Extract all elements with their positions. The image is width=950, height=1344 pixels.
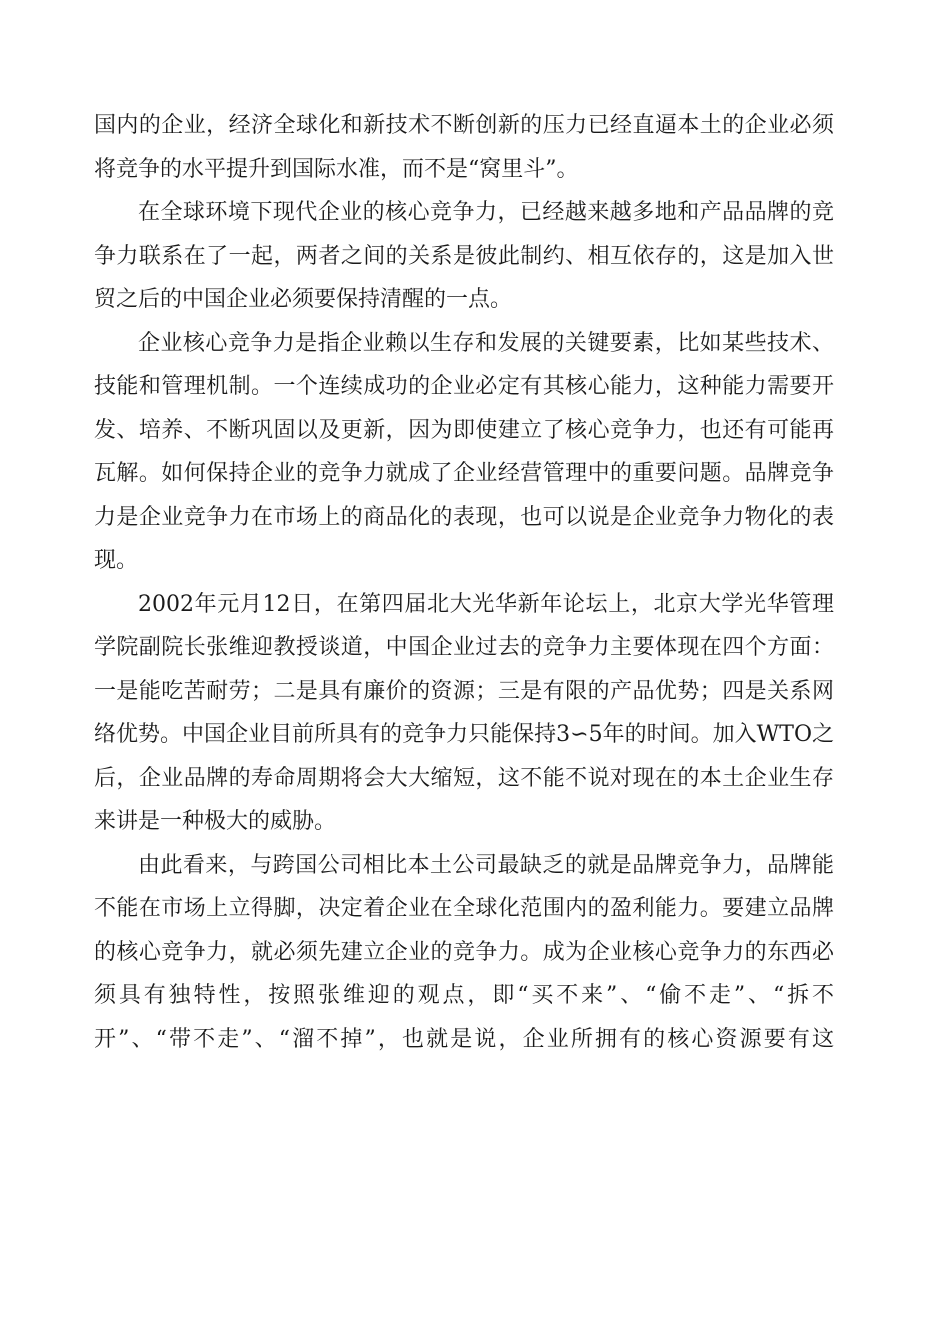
text-line: 由此看来，与跨国公司相比本土公司最缺乏的就是品牌竞争力，品牌能 <box>138 852 834 878</box>
paragraph <box>94 844 834 1062</box>
text-line: 争力联系在了一起，两者之间的关系是彼此制约、相互依存的，这是加入世 <box>94 243 834 269</box>
text-line: 将竞争的水平提升到国际水准，而不是“窝里斗”。 <box>94 156 579 182</box>
text-line: 企业核心竞争力是指企业赖以生存和发展的关键要素，比如某些技术、 <box>138 330 834 356</box>
paragraph <box>94 322 834 583</box>
text-line: 在全球环境下现代企业的核心竞争力，已经越来越多地和产品品牌的竞 <box>138 200 834 225</box>
document-body <box>94 104 834 1061</box>
paragraph <box>94 104 834 191</box>
text-line: 发、培养、不断巩固以及更新，因为即使建立了核心竞争力，也还有可能再 <box>94 417 834 443</box>
text-line: 国内的企业，经济全球化和新技术不断创新的压力已经直逼本土的企业必须 <box>94 113 834 138</box>
paragraph <box>94 583 834 844</box>
text-line: 一是能吃苦耐劳；二是具有廉价的资源；三是有限的产品优势；四是关系网 <box>94 678 834 704</box>
text-line: 技能和管理机制。一个连续成功的企业必定有其核心能力，这种能力需要开 <box>94 374 834 399</box>
text-line: 2002年元月12日，在第四届北大光华新年论坛上，北京大学光华管理 <box>138 591 834 617</box>
paragraph <box>94 191 834 322</box>
text-line: 络优势。中国企业目前所具有的竞争力只能保持3∽5年的时间。加入WTO之 <box>94 722 834 747</box>
text-line: 须具有独特性，按照张维迎的观点，即“买不来”、“偷不走”、“拆不 <box>94 983 834 1008</box>
text-line: 后，企业品牌的寿命周期将会大大缩短，这不能不说对现在的本土企业生存 <box>94 765 834 791</box>
text-line: 力是企业竞争力在市场上的商品化的表现，也可以说是企业竞争力物化的表 <box>94 504 834 530</box>
text-line: 贸之后的中国企业必须要保持清醒的一点。 <box>94 287 513 312</box>
text-line: 的核心竞争力，就必须先建立企业的竞争力。成为企业核心竞争力的东西必 <box>94 939 834 965</box>
text-line: 现。 <box>94 548 139 573</box>
text-line: 开”、“带不走”、“溜不掉”，也就是说，企业所拥有的核心资源要有这 <box>94 1026 834 1052</box>
text-line: 学院副院长张维迎教授谈道，中国企业过去的竞争力主要体现在四个方面： <box>94 635 834 660</box>
text-line: 不能在市场上立得脚，决定着企业在全球化范围内的盈利能力。要建立品牌 <box>94 896 834 921</box>
text-line: 来讲是一种极大的威胁。 <box>94 809 337 834</box>
text-line: 瓦解。如何保持企业的竞争力就成了企业经营管理中的重要问题。品牌竞争 <box>94 461 834 486</box>
